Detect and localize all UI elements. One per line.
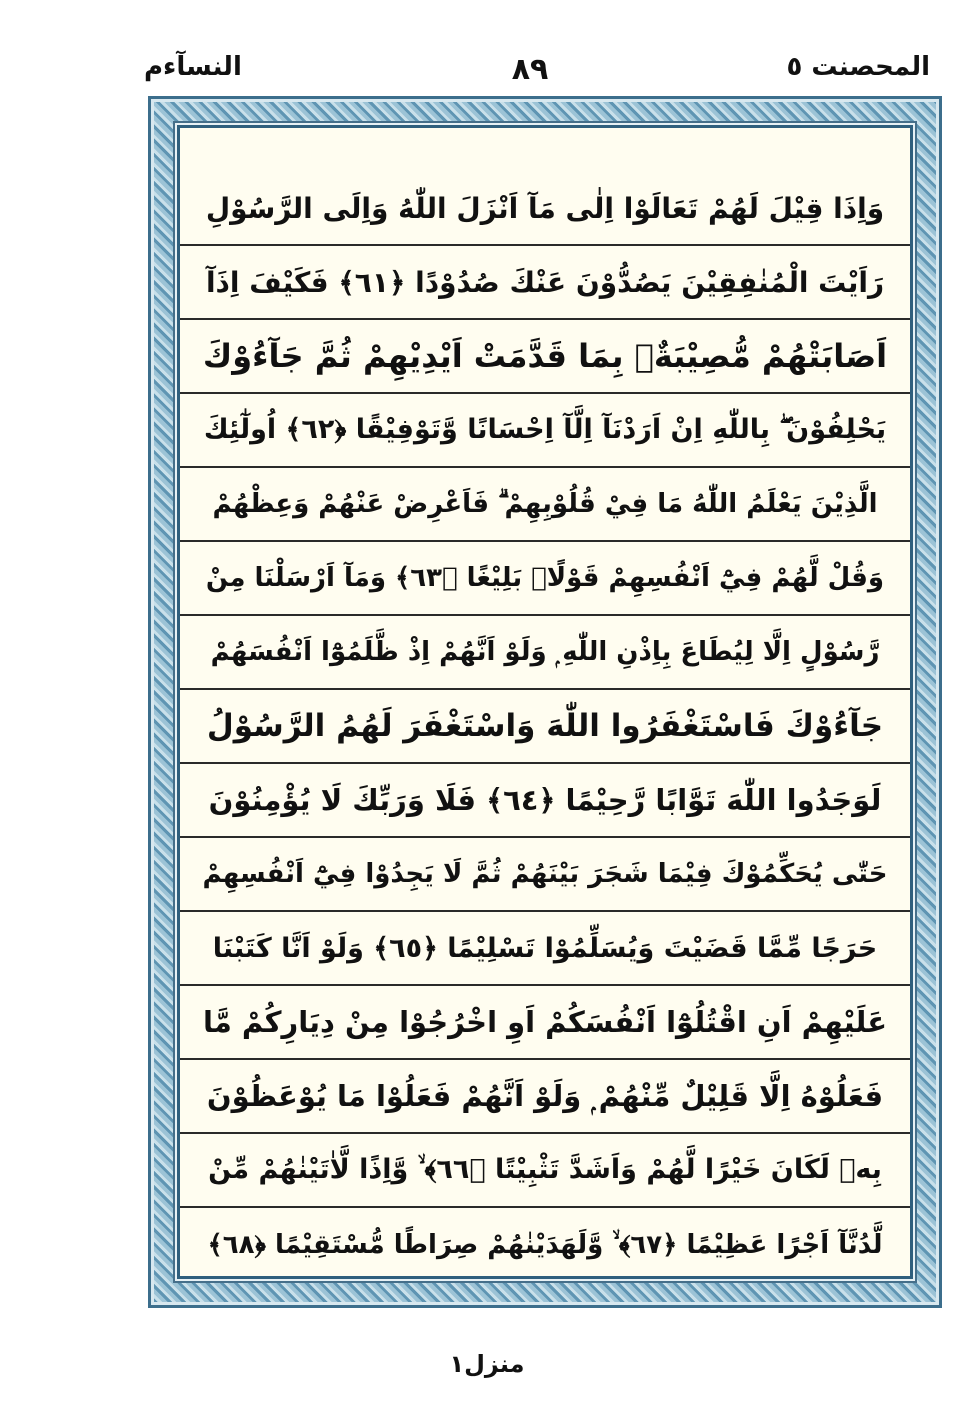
verse-line: يَحْلِفُوْنَ ۖ بِاللّٰهِ اِنْ اَرَدْنَآ اِلَّآ اِحْسَانًا وَّتَوْفِيْقًا ﴿٦٢﴾ اُولٰٓئِكَ (180, 394, 910, 468)
verse-line: حَرَجًا مِّمَّا قَضَيْتَ وَيُسَلِّمُوْا تَسْلِيْمًا ﴿٦٥﴾ وَلَوْ اَنَّا كَتَبْنَا (180, 912, 910, 986)
verse-line: لَّدُنَّآ اَجْرًا عَظِيْمًا ﴿٦٧﴾ ۙ وَّلَهَدَيْنٰهُمْ صِرَاطًا مُّسْتَقِيْمًا ﴿٦٨﴾ (207, 1229, 883, 1260)
verse-line: جَآءُوْكَ فَاسْتَغْفَرُوا اللّٰهَ وَاسْتَغْفَرَ لَهُمُ الرَّسُوْلُ (180, 690, 910, 764)
verse-line: اَصَابَتْهُمْ مُّصِيْبَةٌۢ بِمَا قَدَّمَتْ اَيْدِيْهِمْ ثُمَّ جَآءُوْكَ (180, 320, 910, 394)
verse-line: لَوَجَدُوا اللّٰهَ تَوَّابًا رَّحِيْمًا ﴿٦٤﴾ فَلَا وَرَبِّكَ لَا يُؤْمِنُوْنَ (180, 764, 910, 838)
text-area (177, 125, 913, 1279)
verse-line: فَعَلُوْهُ اِلَّا قَلِيْلٌ مِّنْهُمْ ۭ وَلَوْ اَنَّهُمْ فَعَلُوْا مَا يُوْعَظُوْنَ (180, 1060, 910, 1134)
manzil-marker: منزل١ (449, 1350, 525, 1378)
page-number: ٨٩ (511, 52, 549, 87)
verse-line: رَاَيْتَ الْمُنٰفِقِيْنَ يَصُدُّوْنَ عَنْكَ صُدُوْدًا ﴿٦١﴾ فَكَيْفَ اِذَآ (180, 246, 910, 320)
verse-line: وَقُلْ لَّهُمْ فِيْٓ اَنْفُسِهِمْ قَوْلًاۢ بَلِيْغًا ﴿٦٣﴾ وَمَآ اَرْسَلْنَا مِنْ (180, 542, 910, 616)
verse-line: رَّسُوْلٍ اِلَّا لِيُطَاعَ بِاِذْنِ اللّٰهِ ۭ وَلَوْ اَنَّهُمْ اِذْ ظَّلَمُوْٓا اَنْفُسَهُمْ (180, 616, 910, 690)
verse-line: عَلَيْهِمْ اَنِ اقْتُلُوْٓا اَنْفُسَكُمْ اَوِ اخْرُجُوْا مِنْ دِيَارِكُمْ مَّا (180, 986, 910, 1060)
verse-line: بِهٖ لَكَانَ خَيْرًا لَّهُمْ وَاَشَدَّ تَثْبِيْتًا ﴿٦٦﴾ ۙ وَّاِذًا لَّاٰتَيْنٰهُمْ مِّنْ (180, 1134, 910, 1208)
page-header (120, 52, 940, 96)
verse-line: حَتّٰى يُحَكِّمُوْكَ فِيْمَا شَجَرَ بَيْنَهُمْ ثُمَّ لَا يَجِدُوْا فِيْٓ اَنْفُسِهِمْ (180, 838, 910, 912)
surah-name: النسآءم (144, 52, 242, 82)
verse-lines (180, 172, 910, 1282)
verse-line: وَاِذَا قِيْلَ لَهُمْ تَعَالَوْا اِلٰى مَآ اَنْزَلَ اللّٰهُ وَاِلَى الرَّسُوْلِ (180, 172, 910, 246)
decorative-border (148, 96, 942, 1308)
juz-name: المحصنت ٥ (786, 52, 930, 82)
verse-line: الَّذِيْنَ يَعْلَمُ اللّٰهُ مَا فِيْ قُلُوْبِهِمْ ۗ فَاَعْرِضْ عَنْهُمْ وَعِظْهُمْ (180, 468, 910, 542)
